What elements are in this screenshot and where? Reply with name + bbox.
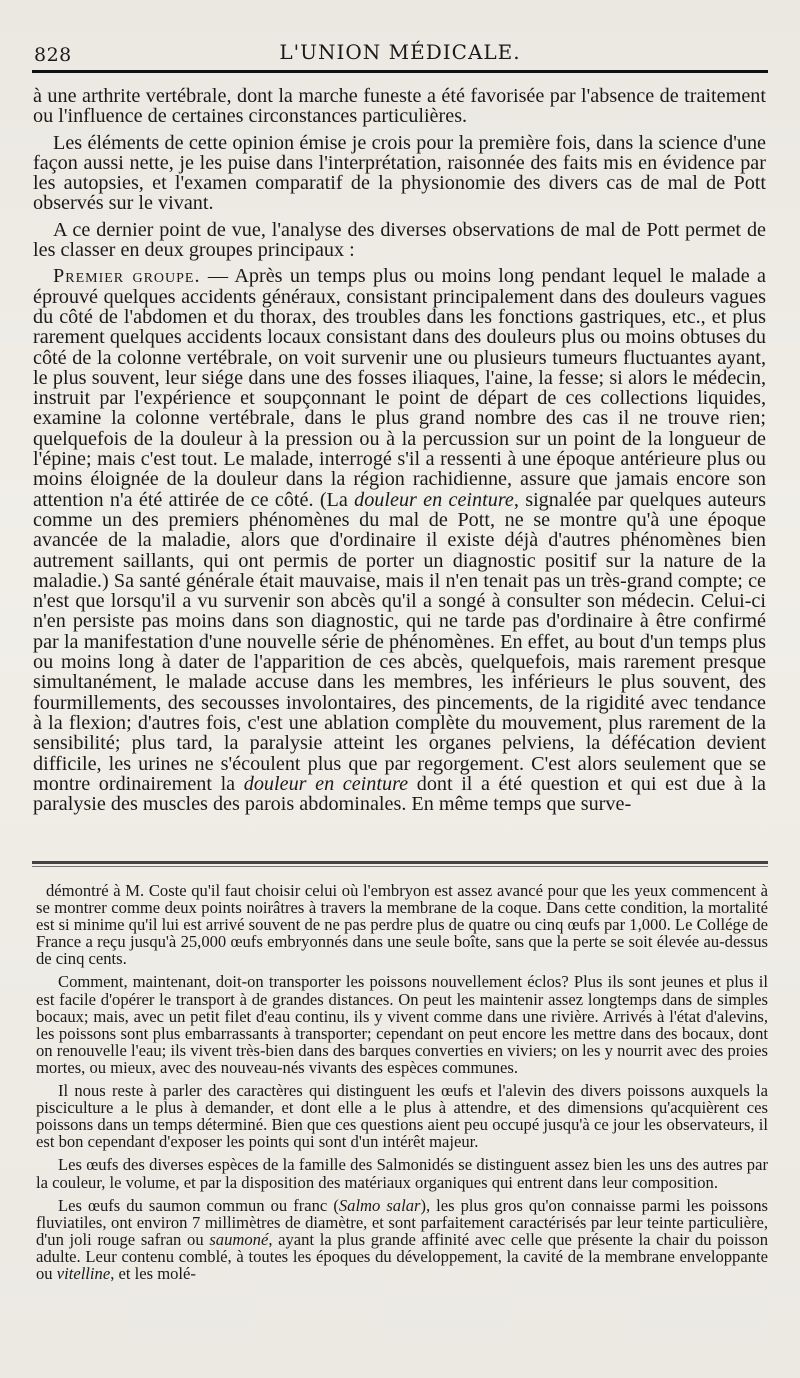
feuilleton-text bbox=[36, 882, 768, 1282]
paragraph-text: , et les molé- bbox=[110, 1263, 196, 1283]
paragraph-premier-groupe bbox=[33, 266, 766, 814]
header-rule bbox=[32, 70, 768, 73]
page-header bbox=[32, 38, 768, 68]
running-title: L'UNION MÉDICALE. bbox=[279, 40, 521, 64]
italic-term: vitelline bbox=[56, 1263, 111, 1283]
footnote-rule-thin bbox=[32, 866, 768, 867]
paragraph-text: , ayant la plus grande affinité avec celle que présente la chair du poisson adulte. Leur contenu comblé, à toutes les époques du développement, la cavité de la membrane enveloppante ou bbox=[36, 1229, 768, 1283]
paragraph bbox=[36, 1197, 768, 1282]
paragraph: Comment, maintenant, doit-on transporter les poissons nouvellement éclos? Plus ils sont jeunes et plus il est facile d'opérer le transport à de grandes distances. On peut les maintenir assez longtemps dans de simples bocaux; mais, avec un petit filet d'eau continu, ils y vivent comme dans une rivière. Arrivés à l'état d'alevins, les poissons sont plus embarrassants à transporter; cependant on peut encore les mettre dans des bocaux, dont on renouvelle l'eau; ils vivent très-bien dans des barques converties en viviers; on les y nourrit avec des proies mortes, ou mieux, avec des nouveau-nés vivants des espèces communes. bbox=[36, 972, 768, 1077]
italic-term: douleur en ceinture bbox=[243, 772, 409, 795]
italic-term: Salmo salar bbox=[338, 1195, 421, 1215]
section-label: Premier groupe. bbox=[53, 265, 201, 288]
paragraph: Les éléments de cette opinion émise je crois pour la première fois, dans la science d'une façon aussi nette, je les puise dans l'interprétation, raisonnée des faits mis en évidence par les autopsies, et l'examen comparatif de la physionomie des divers cas de mal de Pott observés sur le vivant. bbox=[33, 131, 766, 215]
paragraph: Les œufs des diverses espèces de la famille des Salmonidés se distinguent assez bien les uns des autres par la couleur, le volume, et par la disposition des matériaux organiques qui entrent dans leur composition. bbox=[36, 1155, 768, 1192]
paragraph-text: , signalée par quelques auteurs comme un des premiers phénomènes du mal de Pott, ne se montre qu'à une époque avancée de la maladie, alors que d'ordinaire il existe déjà d'autres phénomènes bien autrement saillants, qui ont permis de porter un diagnostic positif sur la nature de la maladie.) Sa santé générale était mauvaise, mais il n'en tenait pas un très-grand compte; ce n'est que lorsqu'il a vu survenir son abcès qu'il a songé à consulter son médecin. Celui-ci n'en persiste pas moins dans son diagnostic, qui ne tarde pas d'ordinaire à être confirmé par la manifestation d'une nouvelle série de phénomènes. En effet, au bout d'un temps plus ou moins long à dater de l'apparition de ces abcès, quelquefois, mais rarement presque simultanément, le malade accuse dans les membres, les inférieurs le plus souvent, des fourmillements, des secousses involontaires, des pincements, de la rigidité avec tendance à la flexion; d'autres fois, c'est une ablation complète du mouvement, plus rarement de la sensibilité; plus tard, la paralysie atteint les organes pelviens, la défécation devient difficile, les urines ne s'écoulent plus que par regorgement. C'est alors seulement que se montre ordinairement la bbox=[33, 488, 767, 795]
paragraph-text: — Après un temps plus ou moins long pendant lequel le malade a éprouvé quelques accidents généraux, consistant principalement dans des douleurs vagues du côté de l'abdomen et du thorax, des troubles dans les fonctions gastriques, etc., et plus rarement quelques accidents locaux consistant dans des douleurs plus ou moins obtuses du côté de la colonne vertébrale, on voit survenir une ou plusieurs tumeurs fluctuantes ayant, le plus souvent, leur siége dans une des fosses iliaques, l'aine, la fesse; si alors le médecin, instruit par l'expérience et soupçonnant le point de départ de ces collections liquides, examine la colonne vertébrale, dans le plus grand nombre des cas il ne trouve rien; quelquefois de la douleur à la pression ou à la percussion sur un point de la longueur de l'épine; mais c'est tout. Le malade, interrogé s'il a ressenti à une époque antérieure plus ou moins éloignée de la douleur dans la région rachidienne, assure que jamais encore son attention n'a été attirée de ce côté. (La bbox=[33, 265, 766, 511]
italic-term: saumoné bbox=[209, 1229, 269, 1249]
paragraph: démontré à M. Coste qu'il faut choisir celui où l'embryon est assez avancé pour que les yeux commencent à se montrer comme deux points noirâtres à travers la membrane de la coque. Dans cette condition, la mortalité est si minime qu'il lui est arrivé souvent de ne pas perdre plus de quatre ou cinq œufs par 1,000. Le Collége de France a reçu jusqu'à 25,000 œufs embryonnés dans une seule boîte, sans que la perte se soit élevée au-dessus de cinq cents. bbox=[36, 881, 769, 969]
footnote-rule bbox=[32, 861, 768, 864]
page-number: 828 bbox=[34, 44, 72, 66]
paragraph-text: ), les plus gros qu'on connaisse parmi les poissons fluviatiles, ont environ 7 millimètres de diamètre, et sont parfaitement caractérisés par leur teinte particulière, d'un joli rouge safran ou bbox=[36, 1195, 768, 1249]
paragraph-text: Les œufs du saumon commun ou franc ( bbox=[58, 1195, 339, 1215]
italic-term: douleur en ceinture bbox=[354, 488, 514, 511]
main-text bbox=[33, 86, 766, 814]
paragraph: Il nous reste à parler des caractères qui distinguent les œufs et l'alevin des divers poissons auxquels la pisciculture a le plus à demander, et dont elle a le plus à attendre, et des dimensions qu'acquièrent ces poissons dans un temps déterminé. Bien que ces questions aient peu occupé jusqu'à ce jour les observateurs, il est bon cependant d'exposer les points qui sont d'un intérêt majeur. bbox=[36, 1081, 768, 1152]
paragraph-text: dont il a été question et qui est due à la paralysie des muscles des parois abdominales. En même temps que surve- bbox=[33, 772, 766, 816]
paragraph: A ce dernier point de vue, l'analyse des diverses observations de mal de Pott permet de les classer en deux groupes principaux : bbox=[33, 218, 766, 262]
paragraph: à une arthrite vertébrale, dont la marche funeste a été favorisée par l'absence de traitement ou l'influence de certaines circonstances particulières. bbox=[33, 85, 766, 128]
